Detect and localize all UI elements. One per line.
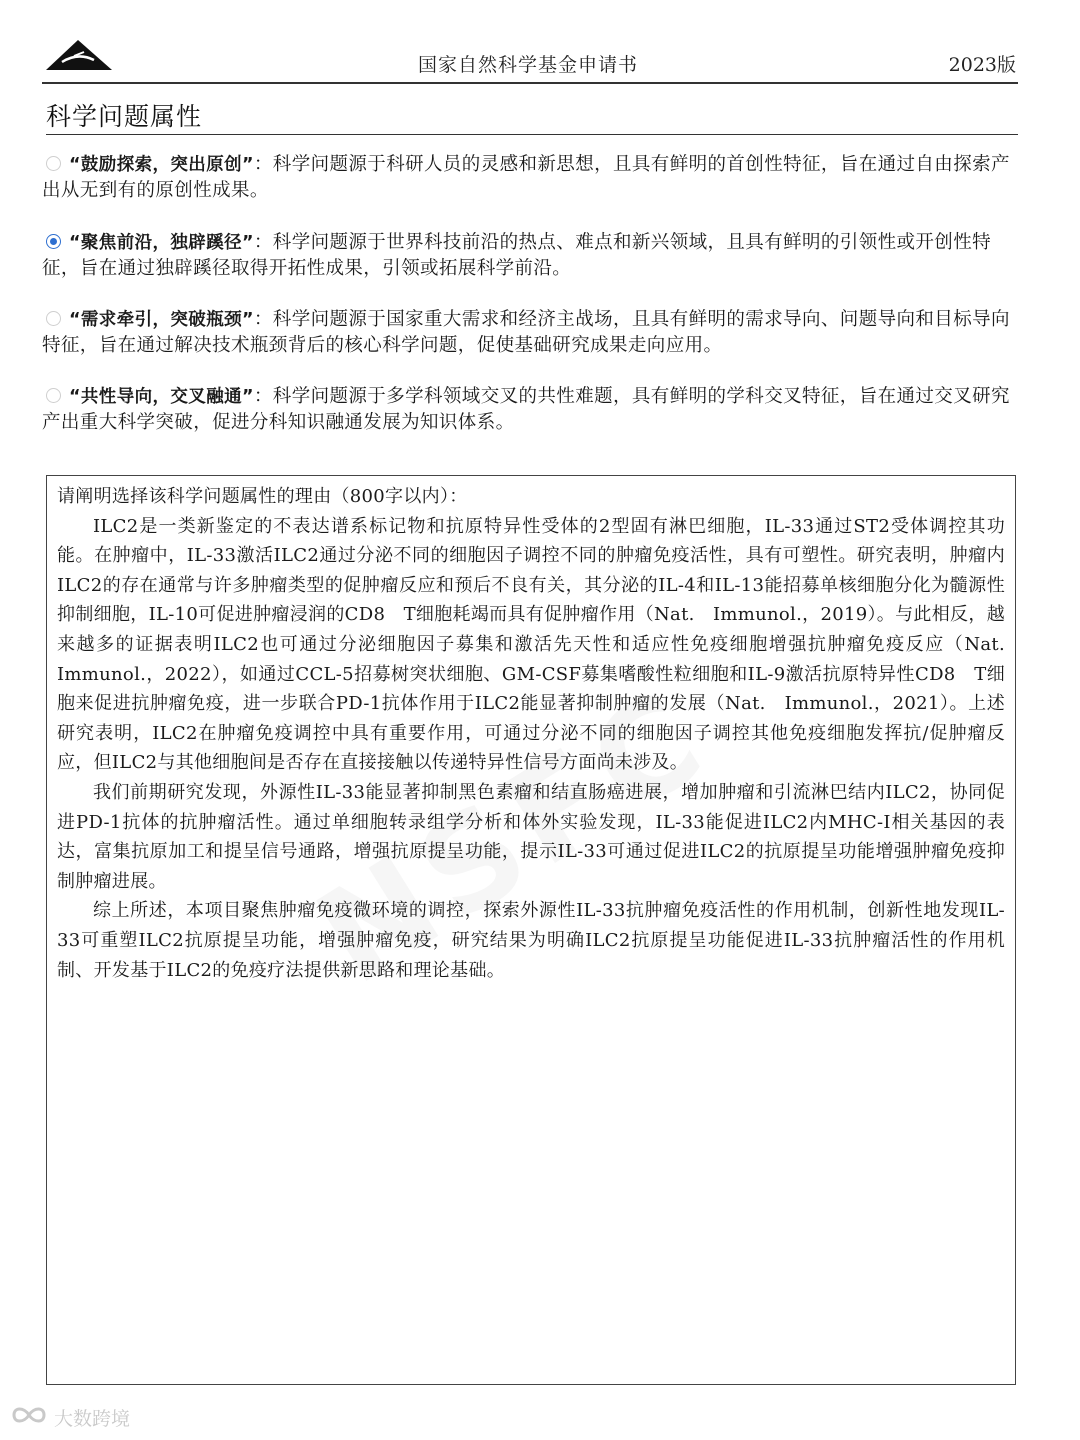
option-description: ：科学问题源于国家重大需求和经济主战场，且具有鲜明的需求导向、问题导向和目标导向特征，旨在通过解决技术瓶颈背后的核心科学问题，促使基础研究成果走向应用。 <box>42 309 1010 356</box>
page-header <box>42 34 1018 84</box>
footer-watermark <box>8 1403 130 1432</box>
option-demand-driven[interactable] <box>42 307 1014 358</box>
infinity-logo-icon <box>8 1403 50 1432</box>
option-description: ：科学问题源于科研人员的灵感和新思想，且具有鲜明的首创性特征，旨在通过自由探索产出从无到有的原创性成果。 <box>42 154 1010 201</box>
document-version: 2023版 <box>948 54 1016 76</box>
answer-paragraph-2: 我们前期研究发现，外源性IL-33能显著抑制黑色素瘤和结直肠癌进展，增加肿瘤和引流淋巴结内ILC2，协同促进PD-1抗体的抗肿瘤活性。通过单细胞转录组学分析和体外实验发现，IL-33能促进ILC2内MHC-I相关基因的表达，富集抗原加工和提呈信号通路，增强抗原提呈功能，提示IL-33可通过促进ILC2的抗原提呈功能增强肿瘤免疫抑制肿瘤进展。 <box>57 781 1005 892</box>
answer-paragraph-3: 综上所述，本项目聚焦肿瘤免疫微环境的调控，探索外源性IL-33抗肿瘤免疫活性的作用机制，创新性地发现IL-33可重塑ILC2抗原提呈功能，增强肿瘤免疫，研究结果为明确ILC2抗原提呈功能促进IL-33抗肿瘤活性的作用机制、开发基于ILC2的免疫疗法提供新思路和理论基础。 <box>57 900 1005 981</box>
section-title: 科学问题属性 <box>46 100 1018 135</box>
nsfc-logo-icon <box>44 38 114 76</box>
option-interdisciplinary[interactable] <box>42 384 1014 435</box>
answer-prompt: 请阐明选择该科学问题属性的理由（800字以内）： <box>57 486 468 507</box>
footer-brand: 大数跨境 <box>54 1408 131 1430</box>
option-description: ：科学问题源于世界科技前沿的热点、难点和新兴领域，且具有鲜明的引领性或开创性特征，旨在通过独辟蹊径取得开拓性成果，引领或拓展科学前沿。 <box>42 232 992 279</box>
document-title: 国家自然科学基金申请书 <box>418 54 639 76</box>
radio-button[interactable] <box>46 388 61 403</box>
option-encourage-exploration[interactable] <box>42 152 1014 203</box>
radio-button[interactable] <box>46 311 61 326</box>
answer-textarea[interactable] <box>46 475 1024 1385</box>
radio-button-selected[interactable] <box>46 234 61 249</box>
radio-button[interactable] <box>46 156 61 171</box>
option-focus-frontier[interactable] <box>42 230 1014 281</box>
option-name: “聚焦前沿，独辟蹊径” <box>69 233 254 253</box>
option-name: “需求牵引，突破瓶颈” <box>69 310 254 330</box>
answer-paragraph-1: ILC2是一类新鉴定的不表达谱系标记物和抗原特异性受体的2型固有淋巴细胞，IL-33通过ST2受体调控其功能。在肿瘤中，IL-33激活ILC2通过分泌不同的细胞因子调控不同的肿瘤免疫活性，具有可塑性。研究表明，肿瘤内ILC2的存在通常与许多肿瘤类型的促肿瘤反应和预后不良有关，其分泌的IL-4和IL-13能招募单核细胞分化为髓源性抑制细胞，IL-10可促进肿瘤浸润的CD8 T细胞耗竭而具有促肿瘤作用（Nat. Immunol.，2019）。与此相反，越来越多的证据表明ILC2也可通过分泌细胞因子募集和激活先天性和适应性免疫细胞增强抗肿瘤免疫反应（Nat. Immunol.，2022），如通过CCL-5招募树突状细胞、GM-CSF募集嗜酸性粒细胞和IL-9激活抗原特异性CD8 T细胞来促进抗肿瘤免疫，进一步联合PD-1抗体作用于ILC2能显著抑制肿瘤的发展（Nat. Immunol.，2021）。上述研究表明，ILC2在肿瘤免疫调控中具有重要作用，可通过分泌不同的细胞因子调控其他免疫细胞发挥抗/促肿瘤反应，但ILC2与其他细胞间是否存在直接接触以传递特异性信号方面尚未涉及。 <box>57 515 1024 774</box>
option-name: “共性导向，交叉融通” <box>69 387 254 407</box>
option-name: “鼓励探索，突出原创” <box>69 155 254 175</box>
option-description: ：科学问题源于多学科领域交叉的共性难题，具有鲜明的学科交叉特征，旨在通过交叉研究产出重大科学突破，促进分科知识融通发展为知识体系。 <box>42 386 1010 433</box>
